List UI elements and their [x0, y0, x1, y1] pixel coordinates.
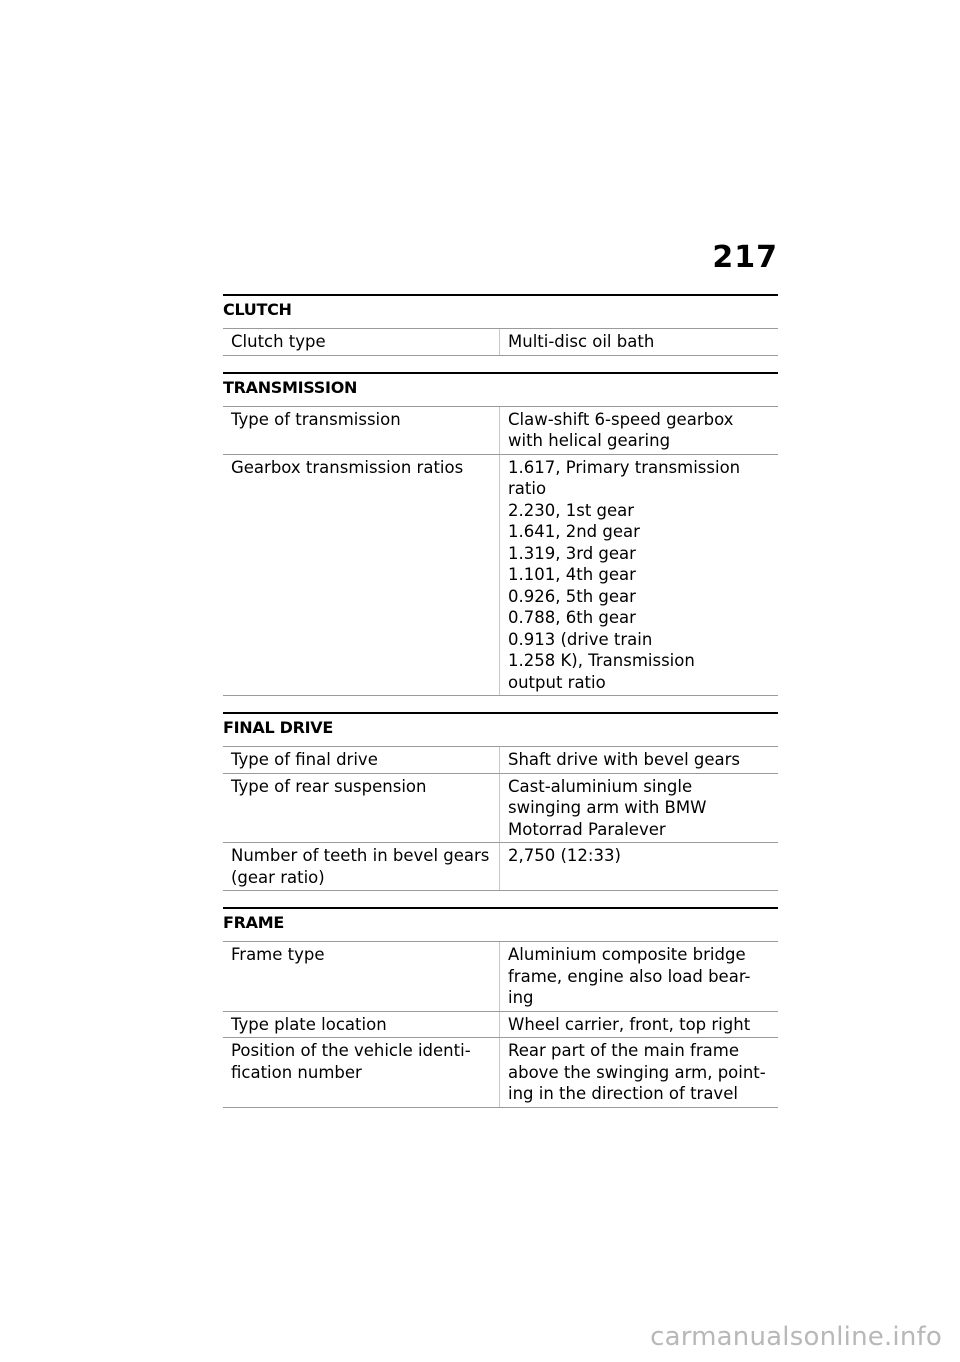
value-line: Multi-disc oil bath [508, 332, 655, 351]
section-title: TRANSMISSION [223, 377, 358, 397]
value-line: above the swinging arm, point- [508, 1062, 766, 1082]
spec-value [500, 329, 778, 355]
value-line: 1.617, Primary transmission [508, 457, 741, 477]
spec-value [500, 1038, 778, 1107]
value-line: 2,750 (12:33) [508, 846, 621, 865]
spec-label [223, 455, 500, 696]
label-line: Number of teeth in bevel gears [231, 846, 490, 865]
value-line: 1.258 K), Transmission [508, 651, 695, 670]
value-line: 1.101, 4th gear [508, 565, 636, 584]
value-line: 0.913 (drive train [508, 629, 653, 649]
value-line: 2.230, 1st gear [508, 500, 635, 520]
spec-label [223, 843, 500, 890]
label-line: Clutch type [231, 332, 326, 351]
table-row [223, 455, 778, 697]
section-transmission [223, 372, 778, 697]
value-line: Cast-aluminium single [508, 776, 693, 796]
spec-label [223, 329, 500, 355]
table-row [223, 843, 778, 891]
value-line: with helical gearing [508, 431, 671, 450]
label-line: Type plate location [231, 1014, 387, 1034]
value-line: Rear part of the main frame [508, 1041, 739, 1060]
value-line: 0.788, 6th gear [508, 608, 636, 627]
section-title: CLUTCH [223, 300, 292, 319]
spec-value [500, 942, 778, 1011]
label-line: Type of transmission [231, 409, 401, 429]
value-line: Shaft drive with bevel gears [508, 750, 741, 769]
label-line: Gearbox transmission ratios [231, 457, 464, 477]
spec-label [223, 774, 500, 843]
page-number: 217 [712, 240, 778, 275]
label-line: Type of rear suspension [231, 776, 427, 796]
spec-value [500, 1012, 778, 1038]
spec-table [223, 328, 778, 356]
value-line: Aluminium composite bridge [508, 945, 746, 964]
value-line: ing [508, 988, 534, 1007]
value-line: Claw-shift 6-speed gearbox [508, 409, 734, 429]
value-line: ratio [508, 479, 547, 498]
table-row [223, 407, 778, 455]
table-row [223, 747, 778, 774]
table-row [223, 1038, 778, 1108]
value-line: Wheel carrier, front, top right [508, 1014, 751, 1034]
spec-label [223, 1038, 500, 1107]
label-line: Type of final drive [231, 750, 378, 769]
label-line: Position of the vehicle identi- [231, 1041, 471, 1060]
section-title: FRAME [223, 913, 284, 932]
spec-value [500, 774, 778, 843]
label-line: Frame type [231, 945, 325, 964]
value-line: frame, engine also load bear- [508, 966, 751, 986]
table-row [223, 774, 778, 844]
spec-value [500, 843, 778, 890]
watermark-text: carmanualsonline.info [650, 1322, 942, 1352]
table-row [223, 1012, 778, 1039]
spec-table [223, 406, 778, 697]
spec-label [223, 1012, 500, 1038]
section-final-drive [223, 712, 778, 891]
spec-label [223, 747, 500, 773]
spec-value [500, 747, 778, 773]
spec-value [500, 407, 778, 454]
value-line: 1.641, 2nd gear [508, 522, 640, 541]
spec-table [223, 941, 778, 1108]
spec-label [223, 942, 500, 1011]
label-line: (gear ratio) [231, 867, 325, 887]
value-line: Motorrad Paralever [508, 819, 666, 839]
value-line: output ratio [508, 672, 606, 692]
spec-label [223, 407, 500, 454]
label-line: fication number [231, 1062, 362, 1082]
spec-content [223, 294, 778, 1124]
spec-value [500, 455, 778, 696]
value-line: swinging arm with BMW [508, 798, 707, 817]
value-line: 1.319, 3rd gear [508, 543, 636, 563]
spec-table [223, 746, 778, 891]
table-row [223, 942, 778, 1012]
section-clutch [223, 294, 778, 356]
table-row [223, 329, 778, 356]
value-line: ing in the direction of travel [508, 1084, 738, 1103]
value-line: 0.926, 5th gear [508, 586, 636, 606]
section-frame [223, 907, 778, 1108]
section-title: FINAL DRIVE [223, 718, 333, 737]
